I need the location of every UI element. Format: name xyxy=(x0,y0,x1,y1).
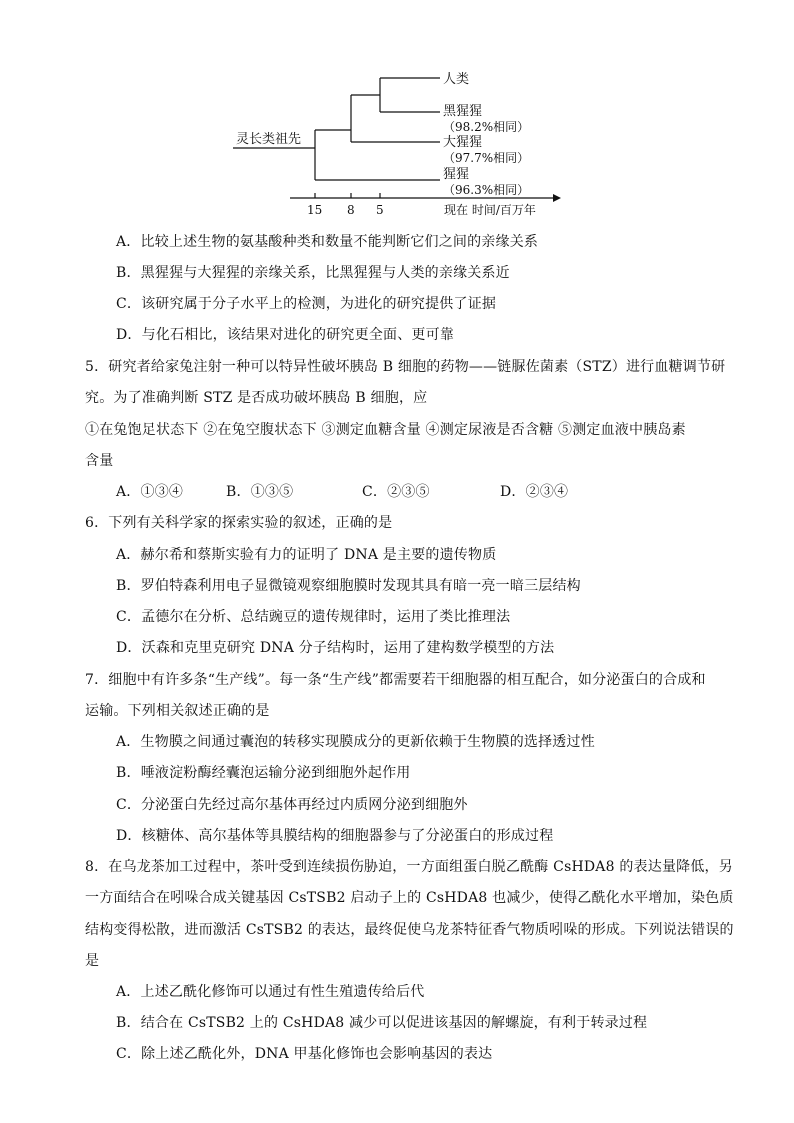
q5-items-line2: 含量 xyxy=(85,453,114,469)
q5-items-line1: ①在兔饱足状态下 ②在兔空腹状态下 ③测定血糖含量 ④测定尿液是否含糖 ⑤测定血液中胰岛素 xyxy=(85,422,686,438)
q5-stem-line1: 5．研究者给家兔注射一种可以特异性破坏胰岛 B 细胞的药物——链脲佐菌素（STZ）进行血糖调节研 xyxy=(85,359,726,375)
q8-stem-line3: 结构变得松散，进而激活 CsTSB2 的表达，最终促使乌龙茶特征香气物质吲哚的形成。下列说法错误的 xyxy=(85,922,734,938)
q7-option-a: A．生物膜之间通过囊泡的转移实现膜成分的更新依赖于生物膜的选择透过性 xyxy=(116,734,595,750)
leaf-label-gorilla: 大猩猩 xyxy=(443,135,483,150)
q4-option-d: D．与化石相比，该结果对进化的研究更全面、更可靠 xyxy=(116,327,455,343)
leaf-label-human: 人类 xyxy=(443,72,470,87)
q7-stem-line1: 7．细胞中有许多条“生产线”。每一条“生产线”都需要若干细胞器的相互配合，如分泌蛋白的合成和 xyxy=(85,672,706,688)
q6-option-c: C．孟德尔在分析、总结豌豆的遗传规律时，运用了类比推理法 xyxy=(116,609,511,625)
q6-stem: 6．下列有关科学家的探索实验的叙述，正确的是 xyxy=(85,515,393,531)
q7-option-d: D．核糖体、高尔基体等具膜结构的细胞器参与了分泌蛋白的形成过程 xyxy=(116,828,554,844)
q4-option-b: B．黑猩猩与大猩猩的亲缘关系，比黑猩猩与人类的亲缘关系近 xyxy=(116,265,510,281)
leaf-label-orangutan: 猩猩 xyxy=(443,167,470,182)
tick-label-8: 8 xyxy=(347,203,355,217)
q4-option-a: A．比较上述生物的氨基酸种类和数量不能判断它们之间的亲缘关系 xyxy=(116,234,539,250)
leaf-similarity-orangutan: （96.3%相同） xyxy=(443,183,530,197)
q6-option-b: B．罗伯特森利用电子显微镜观察细胞膜时发现其具有暗一亮一暗三层结构 xyxy=(116,578,581,594)
q8-stem-line2: 一方面结合在吲哚合成关键基因 CsTSB2 启动子上的 CsHDA8 也减少，使得乙酰化水平增加，染色质 xyxy=(85,890,734,906)
q7-stem-line2: 运输。下列相关叙述正确的是 xyxy=(85,703,270,719)
q6-option-a: A．赫尔希和蔡斯实验有力的证明了 DNA 是主要的遗传物质 xyxy=(116,547,497,563)
leaf-similarity-chimp: （98.2%相同） xyxy=(443,120,530,134)
q5-option-c: C．②③⑤ xyxy=(362,484,430,500)
leaf-similarity-gorilla: （97.7%相同） xyxy=(443,151,530,165)
q5-stem-line2: 究。为了准确判断 STZ 是否成功破坏胰岛 B 细胞，应 xyxy=(85,390,428,406)
axis-label: 现在 时间/百万年 xyxy=(444,203,536,217)
q6-option-d: D．沃森和克里克研究 DNA 分子结构时，运用了建构数学模型的方法 xyxy=(116,640,555,656)
q5-option-d: D．②③④ xyxy=(500,484,569,500)
q8-option-c: C．除上述乙酰化外，DNA 甲基化修饰也会影响基因的表达 xyxy=(116,1046,493,1062)
q7-option-c: C．分泌蛋白先经过高尔基体再经过内质网分泌到细胞外 xyxy=(116,797,468,813)
root-label: 灵长类祖先 xyxy=(236,132,302,147)
tick-label-15: 15 xyxy=(307,203,323,217)
q5-option-a: A．①③④ xyxy=(116,484,184,500)
q8-stem-line1: 8．在乌龙茶加工过程中，茶叶受到连续损伤胁迫，一方面组蛋白脱乙酰酶 CsHDA8 的表达量降低，另 xyxy=(85,859,733,875)
q5-option-b: B．①③⑤ xyxy=(226,484,294,500)
tick-label-5: 5 xyxy=(376,203,384,217)
q7-option-b: B．唾液淀粉酶经囊泡运输分泌到细胞外起作用 xyxy=(116,765,411,781)
q4-option-c: C．该研究属于分子水平上的检测，为进化的研究提供了证据 xyxy=(116,296,497,312)
leaf-label-chimp: 黑猩猩 xyxy=(443,104,483,119)
q8-option-a: A．上述乙酰化修饰可以通过有性生殖遗传给后代 xyxy=(116,984,425,1000)
time-axis-arrowhead xyxy=(553,194,561,202)
q8-option-b: B．结合在 CsTSB2 上的 CsHDA8 减少可以促进该基因的解螺旋，有利于转录过程 xyxy=(116,1015,648,1031)
q8-stem-line4: 是 xyxy=(85,953,100,969)
phylogenetic-tree-diagram xyxy=(0,0,794,230)
